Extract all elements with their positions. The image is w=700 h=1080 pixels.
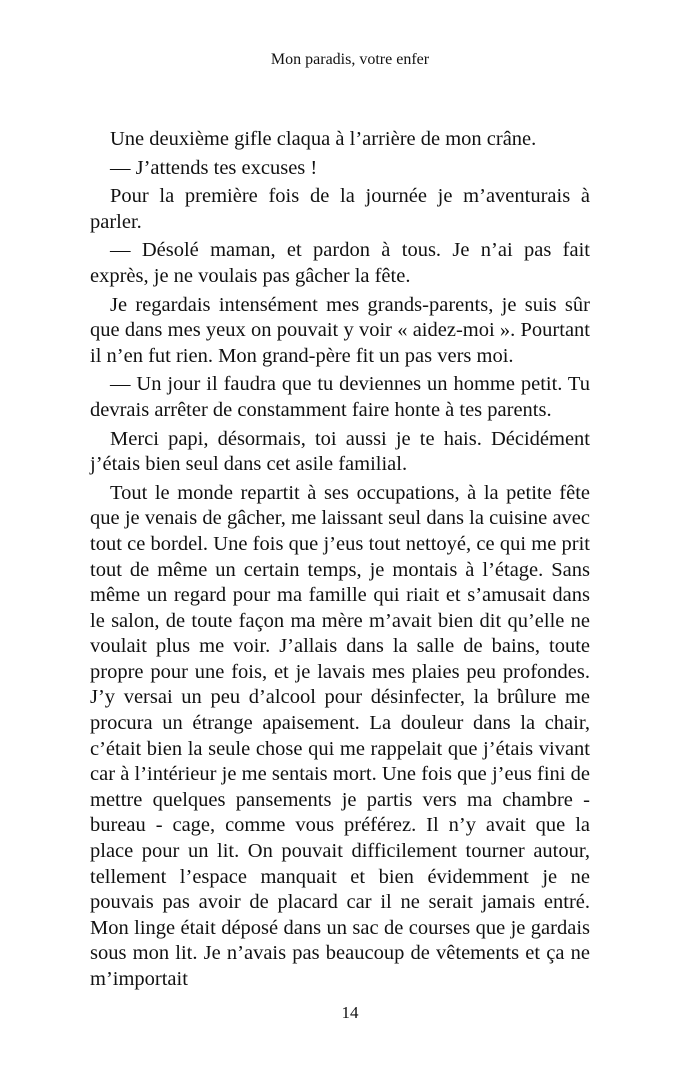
paragraph: — Un jour il faudra que tu deviennes un homme petit. Tu devrais arrêter de constamment faire honte à tes parents. bbox=[90, 373, 590, 421]
paragraph: Je regardais intensément mes grands-parents, je suis sûr que dans mes yeux on pouvait y voir « aidez-moi ». Pourtant il n’en fut rien. Mon grand-père fit un pas vers moi. bbox=[90, 293, 590, 367]
page-number: 14 bbox=[341, 1003, 359, 1022]
paragraph: — J’attends tes excuses ! bbox=[110, 156, 318, 179]
page-body bbox=[90, 127, 590, 996]
paragraph: Tout le monde repartit à ses occupations, à la petite fête que je venais de gâcher, me laissant seul dans la cuisine avec tout ce bordel. Une fois que j’eus tout nettoyé, ce qui me prit tout de même un certain temps, je montais à l’étage. Sans même un regard pour ma famille qui riait et s’amusait dans le salon, de toute façon ma mère m’avait bien dit qu’elle ne voulait plus me voir. J’allais dans la salle de bains, toute propre pour une fois, et je lavais mes plaies peu profondes. J’y versai un peu d’alcool pour désinfecter, la brûlure me procura un étrange apaisement. La douleur dans la chair, c’était bien la seule chose qui me rappelait que j’étais vivant car à l’intérieur je me sentais mort. Une fois que j’eus fini de mettre quelques pansements je partis vers ma chambre - bureau - cage, comme vous préférez. Il n’y avait que la place pour un lit. On pouvait difficilement tourner autour, tellement l’espace manquait et bien évidemment je ne pouvais pas avoir de placard car il ne serait jamais entré. Mon linge était déposé dans un sac de courses que je gardais sous mon lit. Je n’avais pas beaucoup de vêtements et ça ne m’importait bbox=[90, 481, 590, 990]
paragraph: Une deuxième gifle claqua à l’arrière de mon crâne. bbox=[110, 128, 537, 150]
running-header: Mon paradis, votre enfer bbox=[270, 51, 430, 68]
paragraph: — Désolé maman, et pardon à tous. Je n’ai pas fait exprès, je ne voulais pas gâcher la fête. bbox=[90, 239, 590, 287]
paragraph: Pour la première fois de la journée je m’aventurais à parler. bbox=[90, 185, 590, 233]
paragraph: Merci papi, désormais, toi aussi je te hais. Décidément j’étais bien seul dans cet asile familial. bbox=[90, 427, 590, 476]
